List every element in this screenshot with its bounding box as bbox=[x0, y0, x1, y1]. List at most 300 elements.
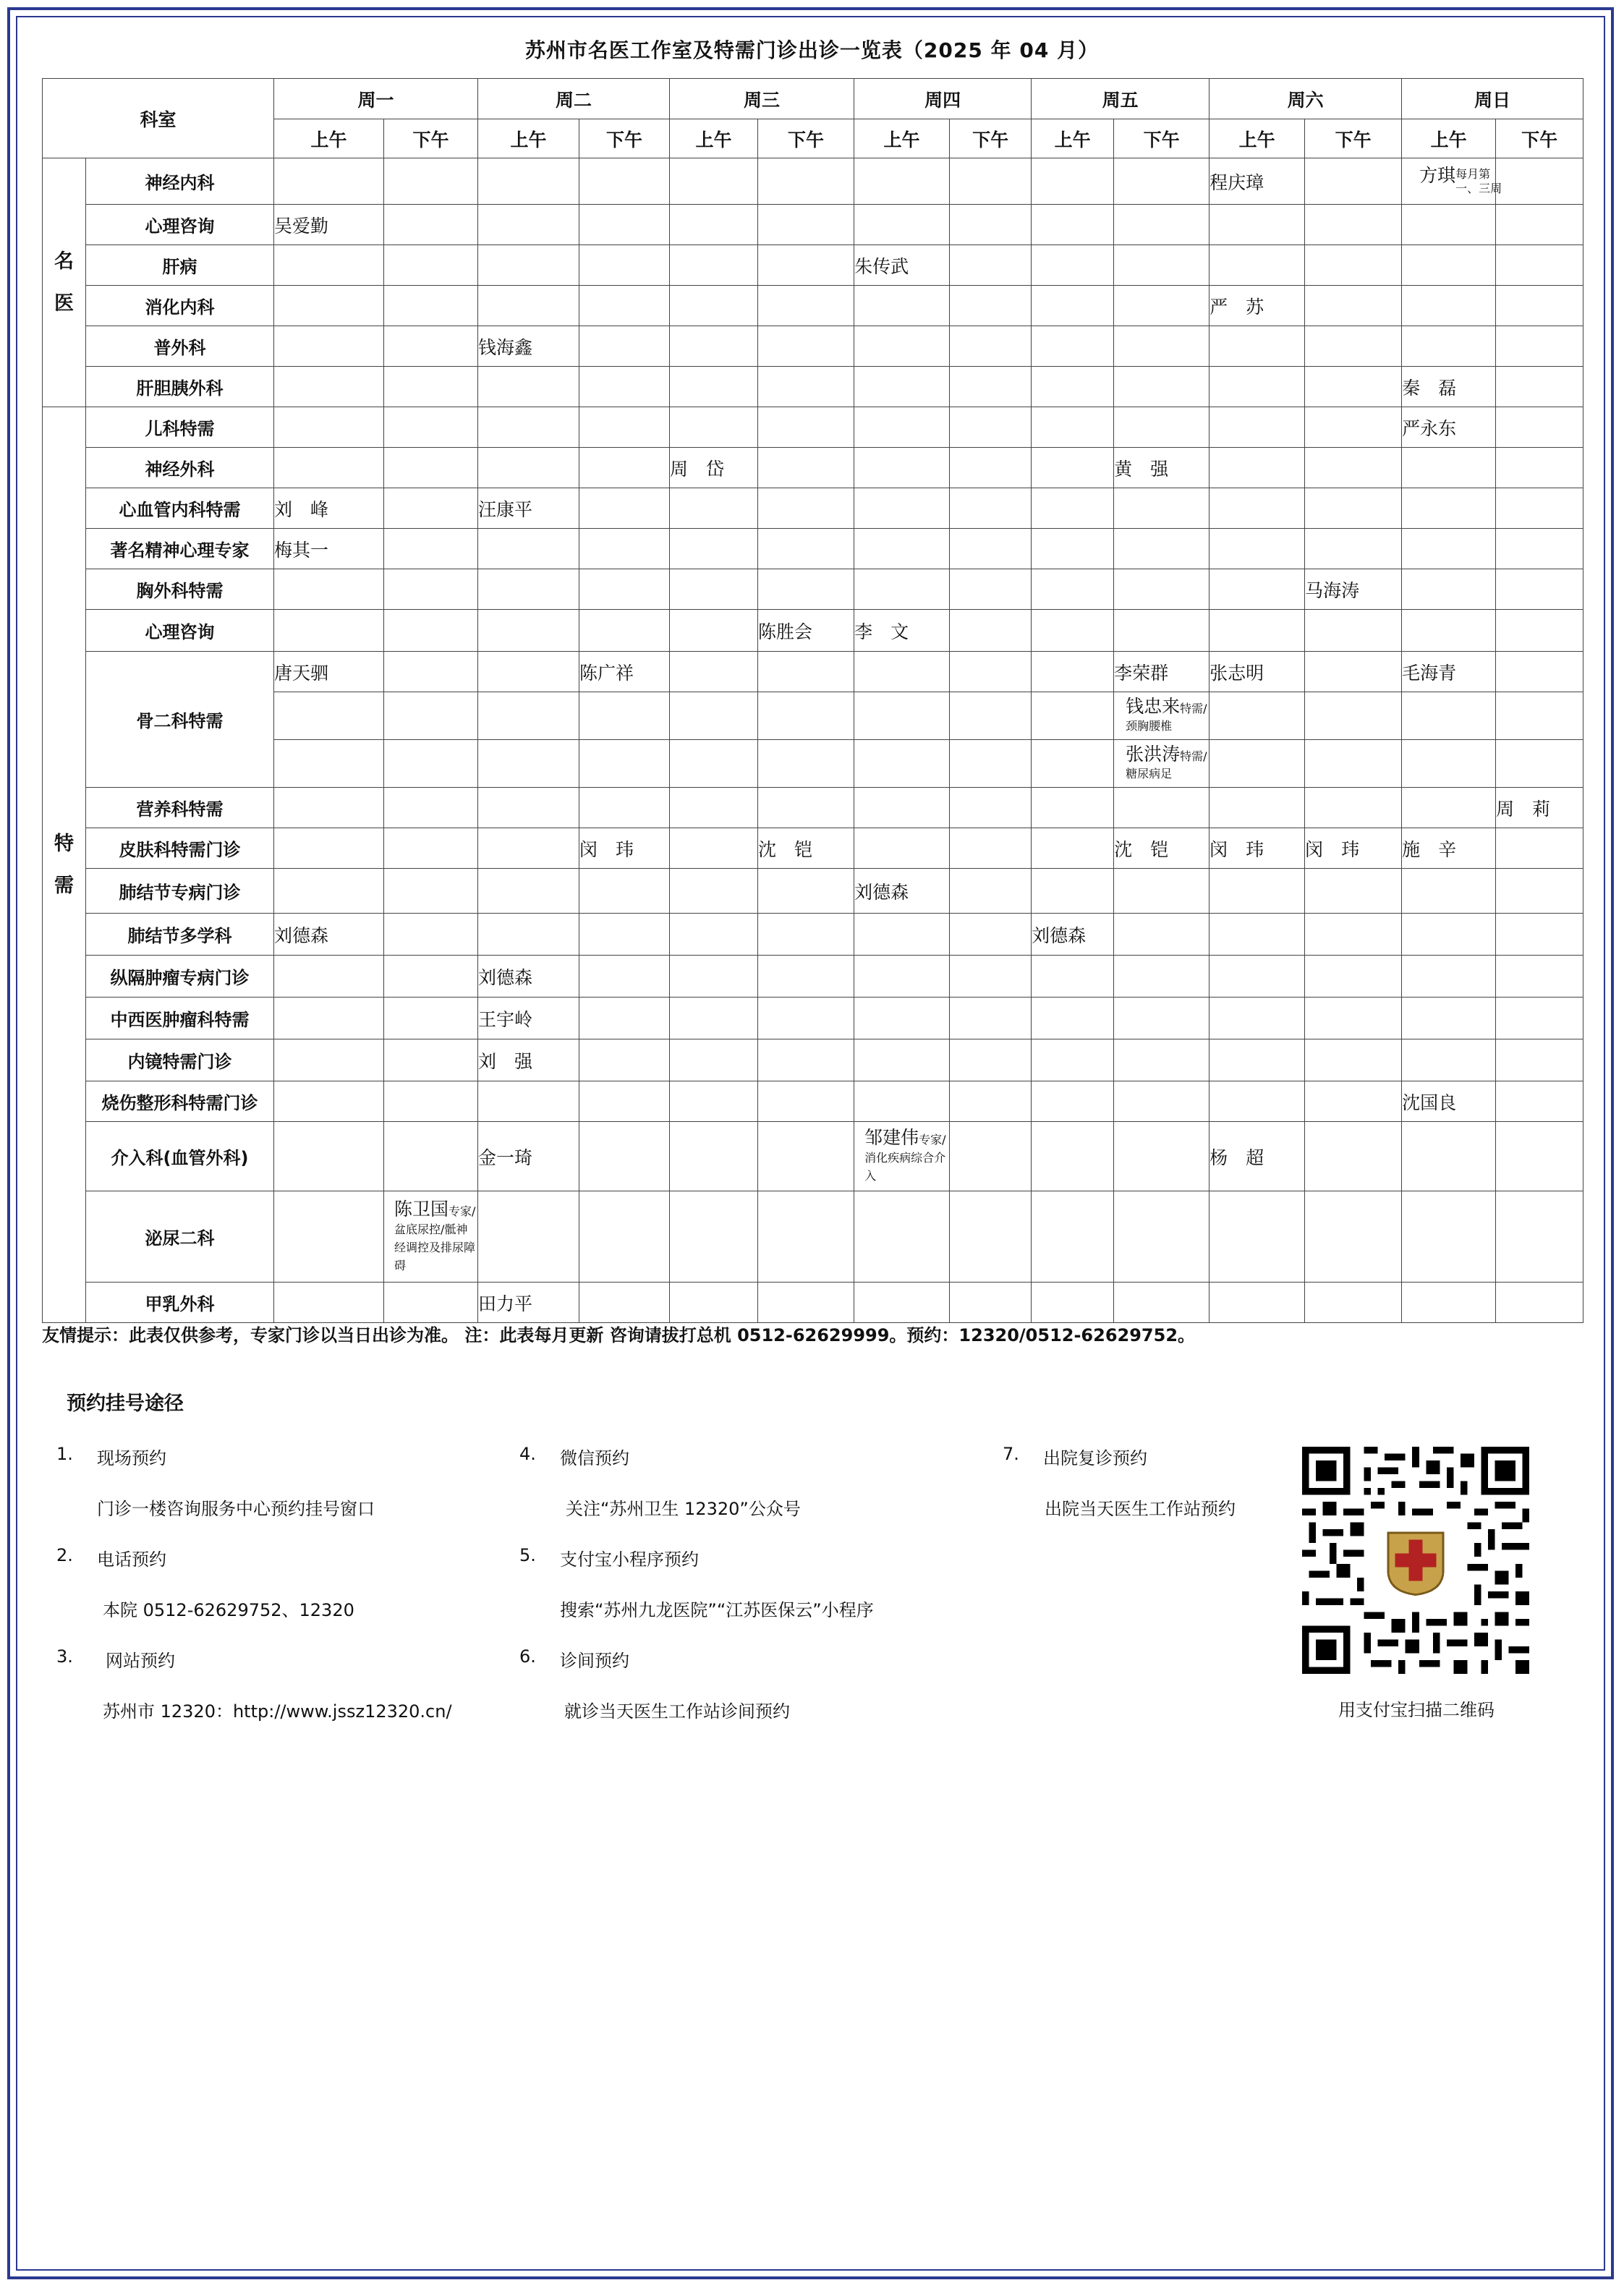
header-pm: 下午 bbox=[384, 119, 478, 158]
schedule-cell bbox=[1032, 205, 1114, 245]
schedule-cell bbox=[854, 448, 950, 488]
schedule-cell bbox=[950, 286, 1032, 326]
schedule-cell bbox=[1496, 1081, 1583, 1122]
schedule-cell bbox=[1496, 914, 1583, 956]
schedule-cell bbox=[1210, 1122, 1305, 1191]
dept-name: 肺结节多学科 bbox=[86, 914, 274, 956]
header-am: 上午 bbox=[478, 119, 579, 158]
schedule-cell bbox=[1305, 245, 1402, 286]
doctor-name: 严 苏 bbox=[1210, 296, 1264, 318]
cell-note: 每月第一、三周 bbox=[1455, 166, 1502, 195]
schedule-cell bbox=[670, 1122, 758, 1191]
schedule-cell bbox=[384, 529, 478, 569]
header-am: 上午 bbox=[1210, 119, 1305, 158]
schedule-cell bbox=[478, 1039, 579, 1081]
schedule-cell bbox=[478, 1283, 579, 1323]
schedule-cell bbox=[1032, 914, 1114, 956]
doctor-name: 周 莉 bbox=[1496, 798, 1551, 820]
dept-name: 营养科特需 bbox=[86, 788, 274, 828]
schedule-cell bbox=[1496, 158, 1583, 205]
qr-caption: 用支付宝扫描二维码 bbox=[1338, 1700, 1495, 1720]
schedule-cell bbox=[1032, 869, 1114, 914]
schedule-cell bbox=[384, 569, 478, 610]
schedule-cell bbox=[274, 828, 384, 869]
doctor-name: 沈国良 bbox=[1402, 1092, 1457, 1113]
doctor-name: 马海涛 bbox=[1305, 579, 1360, 601]
doctor-name: 刘德森 bbox=[1032, 924, 1087, 946]
schedule-cell bbox=[274, 205, 384, 245]
schedule-cell bbox=[1210, 828, 1305, 869]
doctor-name: 钱海鑫 bbox=[478, 336, 533, 358]
schedule-cell bbox=[1305, 367, 1402, 407]
schedule-cell bbox=[274, 245, 384, 286]
schedule-cell bbox=[854, 652, 950, 692]
schedule-cell bbox=[950, 245, 1032, 286]
schedule-cell bbox=[384, 828, 478, 869]
schedule-cell bbox=[478, 205, 579, 245]
appt-label: 微信预约 bbox=[560, 1448, 629, 1468]
doctor-name: 周 岱 bbox=[670, 458, 725, 480]
header-am: 上午 bbox=[670, 119, 758, 158]
schedule-cell bbox=[758, 158, 854, 205]
appt-detail: 本院 0512-62629752、12320 bbox=[103, 1600, 354, 1620]
schedule-cell bbox=[670, 158, 758, 205]
schedule-cell bbox=[1032, 488, 1114, 529]
doctor-name: 金一琦 bbox=[478, 1147, 533, 1168]
header-sat: 周六 bbox=[1210, 79, 1402, 119]
schedule-cell bbox=[274, 652, 384, 692]
schedule-cell bbox=[579, 914, 670, 956]
schedule-cell bbox=[950, 788, 1032, 828]
schedule-cell bbox=[478, 448, 579, 488]
schedule-cell bbox=[1210, 245, 1305, 286]
schedule-cell bbox=[1114, 1191, 1210, 1283]
header-am: 上午 bbox=[1402, 119, 1496, 158]
table-row bbox=[43, 1283, 1583, 1323]
schedule-cell bbox=[1305, 529, 1402, 569]
schedule-cell bbox=[384, 1081, 478, 1122]
schedule-cell bbox=[854, 158, 950, 205]
schedule-cell bbox=[670, 914, 758, 956]
header-mon: 周一 bbox=[274, 79, 478, 119]
appt-detail: 出院当天医生工作站预约 bbox=[1045, 1499, 1236, 1519]
schedule-cell bbox=[478, 488, 579, 529]
schedule-cell bbox=[1305, 914, 1402, 956]
appt-num: 5. bbox=[519, 1545, 536, 1565]
schedule-cell bbox=[274, 407, 384, 448]
appt-label: 网站预约 bbox=[106, 1651, 175, 1671]
doctor-name: 秦 磊 bbox=[1402, 377, 1457, 399]
doctor-name: 吴爱勤 bbox=[274, 215, 329, 237]
schedule-cell bbox=[1114, 569, 1210, 610]
schedule-cell bbox=[758, 286, 854, 326]
schedule-cell bbox=[1402, 326, 1496, 367]
schedule-cell bbox=[854, 1122, 950, 1191]
schedule-cell bbox=[1210, 1039, 1305, 1081]
schedule-cell bbox=[670, 205, 758, 245]
doctor-name: 闵 玮 bbox=[1305, 838, 1360, 860]
table-row bbox=[43, 158, 1583, 205]
schedule-cell bbox=[579, 998, 670, 1039]
schedule-cell bbox=[950, 610, 1032, 652]
schedule-cell bbox=[478, 326, 579, 367]
appt-num: 2. bbox=[56, 1545, 73, 1565]
tip-text: 友情提示：此表仅供参考，专家门诊以当日出诊为准。 注：此表每月更新 咨询请拔打总机 0512-62629999。预约：12320/0512-62629752。 bbox=[42, 1325, 1196, 1345]
schedule-cell bbox=[478, 788, 579, 828]
schedule-cell bbox=[579, 245, 670, 286]
header-pm: 下午 bbox=[950, 119, 1032, 158]
doctor-name: 黄 强 bbox=[1114, 458, 1169, 480]
schedule-cell bbox=[758, 914, 854, 956]
schedule-cell bbox=[384, 956, 478, 998]
schedule-cell bbox=[1210, 286, 1305, 326]
schedule-cell bbox=[478, 998, 579, 1039]
schedule-cell bbox=[1305, 1081, 1402, 1122]
header-wed: 周三 bbox=[670, 79, 854, 119]
schedule-cell bbox=[950, 205, 1032, 245]
schedule-cell bbox=[1305, 448, 1402, 488]
table-row-sub bbox=[43, 692, 1583, 740]
schedule-cell bbox=[1114, 998, 1210, 1039]
schedule-cell bbox=[274, 1122, 384, 1191]
schedule-cell bbox=[384, 998, 478, 1039]
schedule-cell bbox=[854, 869, 950, 914]
schedule-cell bbox=[758, 869, 854, 914]
dept-name: 心理咨询 bbox=[86, 610, 274, 652]
schedule-cell bbox=[1402, 158, 1502, 205]
dept-name: 著名精神心理专家 bbox=[86, 529, 274, 569]
schedule-cell bbox=[854, 788, 950, 828]
schedule-cell bbox=[854, 914, 950, 956]
schedule-cell bbox=[670, 610, 758, 652]
schedule-cell bbox=[1305, 1039, 1402, 1081]
schedule-cell bbox=[758, 998, 854, 1039]
table-row bbox=[43, 488, 1583, 529]
schedule-cell bbox=[1496, 1122, 1583, 1191]
doctor-name: 程庆璋 bbox=[1210, 171, 1264, 193]
table-row bbox=[43, 245, 1583, 286]
schedule-cell bbox=[1032, 1081, 1114, 1122]
doctor-name: 李荣群 bbox=[1114, 662, 1169, 684]
schedule-cell bbox=[1210, 448, 1305, 488]
schedule-cell bbox=[758, 205, 854, 245]
schedule-cell bbox=[384, 367, 478, 407]
schedule-cell bbox=[950, 1039, 1032, 1081]
dept-name: 泌尿二科 bbox=[86, 1191, 274, 1283]
schedule-cell bbox=[384, 407, 478, 448]
schedule-cell bbox=[274, 569, 384, 610]
appt-num: 3. bbox=[56, 1646, 73, 1667]
header-pm: 下午 bbox=[579, 119, 670, 158]
schedule-cell bbox=[274, 914, 384, 956]
schedule-cell bbox=[1210, 326, 1305, 367]
schedule-cell bbox=[478, 529, 579, 569]
schedule-cell bbox=[1032, 788, 1114, 828]
schedule-cell bbox=[1210, 488, 1305, 529]
doctor-name: 陈广祥 bbox=[579, 662, 634, 684]
schedule-cell bbox=[950, 158, 1032, 205]
schedule-cell bbox=[274, 956, 384, 998]
schedule-cell bbox=[1114, 448, 1210, 488]
schedule-cell bbox=[478, 610, 579, 652]
schedule-cell bbox=[1032, 1283, 1114, 1323]
schedule-cell bbox=[274, 1081, 384, 1122]
schedule-cell bbox=[1402, 1081, 1496, 1122]
dept-name: 儿科特需 bbox=[86, 407, 274, 448]
schedule-cell bbox=[1032, 245, 1114, 286]
schedule-cell bbox=[670, 367, 758, 407]
schedule-cell bbox=[1305, 286, 1402, 326]
appt-label: 诊间预约 bbox=[560, 1651, 629, 1671]
schedule-cell bbox=[1305, 1191, 1402, 1283]
schedule-cell bbox=[854, 1191, 950, 1283]
schedule-cell bbox=[1210, 652, 1305, 692]
table-row-sub bbox=[43, 740, 1583, 788]
schedule-cell bbox=[1032, 367, 1114, 407]
schedule-cell bbox=[384, 652, 478, 692]
schedule-cell bbox=[579, 407, 670, 448]
schedule-cell bbox=[579, 205, 670, 245]
schedule-cell bbox=[1402, 914, 1496, 956]
doctor-name: 刘德森 bbox=[478, 966, 533, 988]
schedule-cell bbox=[1114, 740, 1210, 788]
schedule-cell bbox=[950, 652, 1032, 692]
header-dept: 科室 bbox=[43, 79, 274, 158]
schedule-cell bbox=[1496, 286, 1583, 326]
table-row bbox=[43, 998, 1583, 1039]
schedule-cell bbox=[1305, 1122, 1402, 1191]
schedule-cell bbox=[579, 956, 670, 998]
schedule-cell bbox=[1496, 529, 1583, 569]
schedule-cell bbox=[1402, 407, 1496, 448]
schedule-cell bbox=[670, 998, 758, 1039]
schedule-cell bbox=[478, 407, 579, 448]
table-row bbox=[43, 914, 1583, 956]
schedule-cell bbox=[274, 788, 384, 828]
schedule-cell bbox=[384, 1122, 478, 1191]
doctor-name: 陈卫国 bbox=[394, 1198, 449, 1220]
schedule-cell bbox=[1114, 205, 1210, 245]
schedule-cell bbox=[950, 367, 1032, 407]
schedule-cell bbox=[384, 610, 478, 652]
schedule-cell bbox=[478, 367, 579, 407]
schedule-cell bbox=[854, 956, 950, 998]
schedule-cell bbox=[274, 488, 384, 529]
schedule-cell bbox=[1305, 998, 1402, 1039]
schedule-cell bbox=[1496, 448, 1583, 488]
schedule-cell bbox=[1114, 652, 1210, 692]
schedule-cell bbox=[1402, 610, 1496, 652]
dept-name: 神经外科 bbox=[86, 448, 274, 488]
schedule-cell bbox=[1496, 869, 1583, 914]
schedule-cell bbox=[670, 569, 758, 610]
schedule-cell bbox=[579, 529, 670, 569]
schedule-cell bbox=[670, 1191, 758, 1283]
schedule-cell bbox=[1114, 1283, 1210, 1323]
schedule-cell bbox=[274, 869, 384, 914]
doctor-name: 钱忠来 bbox=[1126, 695, 1181, 717]
schedule-cell bbox=[1402, 367, 1496, 407]
schedule-cell bbox=[670, 326, 758, 367]
schedule-cell bbox=[1032, 956, 1114, 998]
schedule-cell bbox=[1032, 828, 1114, 869]
appt-detail: 就诊当天医生工作站诊间预约 bbox=[564, 1701, 790, 1722]
schedule-cell bbox=[1114, 692, 1210, 740]
schedule-cell bbox=[1402, 1039, 1496, 1081]
schedule-cell bbox=[854, 367, 950, 407]
schedule-cell bbox=[274, 998, 384, 1039]
dept-name: 胸外科特需 bbox=[86, 569, 274, 610]
schedule-cell bbox=[1305, 652, 1402, 692]
schedule-cell bbox=[1402, 286, 1496, 326]
schedule-cell bbox=[1210, 367, 1305, 407]
schedule-cell bbox=[274, 158, 384, 205]
dept-name: 皮肤科特需门诊 bbox=[86, 828, 274, 869]
schedule-cell bbox=[579, 326, 670, 367]
dept-name: 骨二科特需 bbox=[86, 652, 274, 788]
dept-name: 普外科 bbox=[86, 326, 274, 367]
schedule-cell bbox=[854, 529, 950, 569]
schedule-cell bbox=[1114, 1039, 1210, 1081]
table-row bbox=[43, 326, 1583, 367]
doctor-name: 毛海青 bbox=[1402, 662, 1457, 684]
schedule-cell bbox=[758, 652, 854, 692]
schedule-cell bbox=[950, 326, 1032, 367]
schedule-table bbox=[42, 78, 1583, 1323]
schedule-cell bbox=[1496, 788, 1583, 828]
schedule-cell bbox=[1114, 245, 1210, 286]
schedule-cell bbox=[1496, 245, 1583, 286]
schedule-cell bbox=[1496, 488, 1583, 529]
schedule-cell bbox=[1210, 1283, 1305, 1323]
dept-name: 神经内科 bbox=[86, 158, 274, 205]
schedule-cell bbox=[670, 286, 758, 326]
header-am: 上午 bbox=[854, 119, 950, 158]
dept-name: 肺结节专病门诊 bbox=[86, 869, 274, 914]
schedule-cell bbox=[1114, 367, 1210, 407]
schedule-cell bbox=[950, 869, 1032, 914]
dept-name: 介入科(血管外科) bbox=[86, 1122, 274, 1191]
schedule-cell bbox=[670, 245, 758, 286]
schedule-cell bbox=[478, 245, 579, 286]
header-pm: 下午 bbox=[1496, 119, 1583, 158]
schedule-cell bbox=[478, 956, 579, 998]
schedule-cell bbox=[1032, 1191, 1114, 1283]
schedule-cell bbox=[1305, 788, 1402, 828]
schedule-cell bbox=[950, 828, 1032, 869]
schedule-cell bbox=[384, 286, 478, 326]
schedule-cell bbox=[1114, 610, 1210, 652]
schedule-cell bbox=[579, 828, 670, 869]
schedule-cell bbox=[1402, 652, 1496, 692]
doctor-name: 张志明 bbox=[1210, 662, 1264, 684]
schedule-cell bbox=[1032, 1122, 1114, 1191]
schedule-cell bbox=[1032, 652, 1114, 692]
dept-name: 甲乳外科 bbox=[86, 1283, 274, 1323]
doctor-name: 杨 超 bbox=[1210, 1147, 1264, 1168]
schedule-cell bbox=[579, 448, 670, 488]
schedule-cell bbox=[1402, 245, 1496, 286]
schedule-cell bbox=[274, 1283, 384, 1323]
schedule-cell bbox=[758, 326, 854, 367]
header-fri: 周五 bbox=[1032, 79, 1210, 119]
appt-num: 4. bbox=[519, 1444, 536, 1464]
schedule-cell bbox=[384, 788, 478, 828]
schedule-cell bbox=[1305, 205, 1402, 245]
schedule-cell bbox=[854, 828, 950, 869]
page-title: 苏州市名医工作室及特需门诊出诊一览表（2025 年 04 月） bbox=[524, 38, 1100, 62]
schedule-cell bbox=[1114, 956, 1210, 998]
schedule-cell bbox=[1496, 205, 1583, 245]
schedule-cell bbox=[384, 1039, 478, 1081]
table-row bbox=[43, 529, 1583, 569]
schedule-cell bbox=[1114, 788, 1210, 828]
schedule-cell bbox=[579, 367, 670, 407]
cell-note: 特需/糖尿病足 bbox=[1126, 749, 1207, 781]
schedule-cell bbox=[478, 569, 579, 610]
schedule-cell bbox=[1114, 529, 1210, 569]
schedule-cell bbox=[1496, 610, 1583, 652]
schedule-cell bbox=[1210, 407, 1305, 448]
schedule-cell bbox=[1032, 326, 1114, 367]
table-row bbox=[43, 828, 1583, 869]
schedule-cell bbox=[950, 1122, 1032, 1191]
appt-label: 支付宝小程序预约 bbox=[560, 1549, 699, 1570]
schedule-cell bbox=[478, 828, 579, 869]
schedule-cell bbox=[670, 1283, 758, 1323]
table-row bbox=[43, 367, 1583, 407]
schedule-cell bbox=[1305, 326, 1402, 367]
schedule-cell bbox=[1114, 488, 1210, 529]
appt-label: 出院复诊预约 bbox=[1043, 1448, 1147, 1468]
schedule-cell bbox=[854, 286, 950, 326]
table-row bbox=[43, 286, 1583, 326]
table-row bbox=[43, 1039, 1583, 1081]
schedule-cell bbox=[758, 1122, 854, 1191]
schedule-cell bbox=[1032, 610, 1114, 652]
schedule-cell bbox=[1114, 1081, 1210, 1122]
doctor-name: 沈 铠 bbox=[758, 838, 813, 860]
schedule-cell bbox=[274, 448, 384, 488]
schedule-cell bbox=[579, 788, 670, 828]
schedule-cell bbox=[1305, 956, 1402, 998]
schedule-cell bbox=[950, 529, 1032, 569]
schedule-cell bbox=[579, 1122, 670, 1191]
schedule-cell bbox=[670, 869, 758, 914]
schedule-cell bbox=[1114, 1122, 1210, 1191]
schedule-cell bbox=[1496, 1191, 1583, 1283]
dept-name: 内镜特需门诊 bbox=[86, 1039, 274, 1081]
dept-name: 心理咨询 bbox=[86, 205, 274, 245]
doctor-name: 唐天驷 bbox=[274, 662, 329, 684]
schedule-cell bbox=[950, 407, 1032, 448]
schedule-cell bbox=[579, 569, 670, 610]
schedule-cell bbox=[670, 788, 758, 828]
schedule-cell bbox=[1496, 326, 1583, 367]
schedule-cell bbox=[1114, 407, 1210, 448]
schedule-cell bbox=[478, 914, 579, 956]
schedule-cell bbox=[1032, 529, 1114, 569]
header-pm: 下午 bbox=[1114, 119, 1210, 158]
schedule-cell bbox=[854, 407, 950, 448]
schedule-cell bbox=[1032, 1039, 1114, 1081]
schedule-cell bbox=[670, 488, 758, 529]
schedule-cell bbox=[1032, 448, 1114, 488]
schedule-cell bbox=[758, 488, 854, 529]
appt-detail: 搜索“苏州九龙医院”“江苏医保云”小程序 bbox=[560, 1600, 874, 1620]
schedule-cell bbox=[478, 1122, 579, 1191]
schedule-cell bbox=[1114, 914, 1210, 956]
